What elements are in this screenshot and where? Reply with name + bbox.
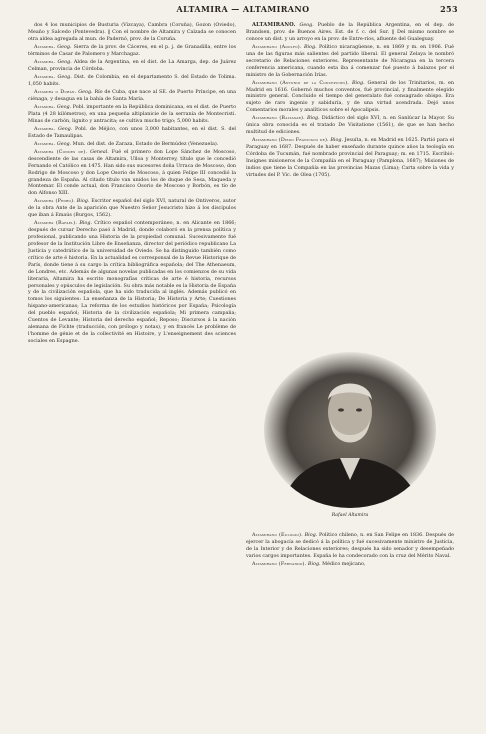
entry-headword: Altamira. [34,43,56,50]
entry-category: Geog. [57,58,72,65]
entry-text: Jesuíta, n. en Madrid en 1625. Partió para el Paraguay en 1687. Después de haber enseñado durante quince años la teología en Córdoba de Tucumán, fué nombrado provincial del Paraguay; m. en 1715. Escribió: Insignes misioneros de la Compañía en el Paraguay (Pamplona, 1687); Misiones de indios que tiene la Compañía en las provincias Mazas (Lima); Carta sobre la vida y virtudes del P. Vic. de Olea (1705). [246,137,454,178]
portrait-caption: Rafael Altamira [331,513,369,518]
entry-category: Geog. [58,125,73,132]
portrait-image [260,350,440,510]
entry-category: Geneal. [90,148,109,155]
page-number: 253 [440,4,458,14]
right-column-bottom [246,532,454,722]
entry-text: Fué el primero don Lope Sánchez de Moscoso, descendiente de las casas de Altamira, Ulloa y Monterrey, título que le concedió Fernando el Católico en 1475. Han sido sus sucesores doña Urraca de Moscoso, don Rodrigo de Moscoso y don Lope Osorio de Moscoso, á quien Felipe III concedió la grandeza de España. Al citado título van unidos los de duque de Sesa, Maqueda y Montemar. El conde actual, don Francisco Osorio de Moscoso y Borbón, es tío de don Alfonso XIII. [28,148,236,197]
entry-category: Biog. [79,220,92,227]
entry-headword: Altamira. [34,103,56,110]
entry-headword: Altamirano (Baltasar). [252,115,305,122]
dictionary-entry [246,44,454,79]
entry-headword: ALTAMIRANO. [252,22,296,28]
entry-text: dos 4 los municipios de Busturia (Vizcaya), Cambra (Coruña), Gozon (Oviedo), Meaño y Salcedo (Pontevedra). ‖ Con el nombre de Altamira y Calzada se conocen otra aldea agregada al mun. de Padernó, prov. de la Coruña. [28,22,236,42]
entry-headword: Altamirano (Antonio de la Concepción). [252,79,350,86]
entry-category: Biog. [330,137,344,144]
entry-headword: Altamirano (Eulogio). [252,532,303,538]
entry-headword: Altamira. [34,58,56,65]
entry-category: Geog. [57,73,72,80]
entry-headword: Altamira o Durán. [34,88,77,95]
dictionary-entry [28,59,236,73]
entry-category: Geog. [56,140,72,147]
entry-category: Geog. [56,103,72,110]
portrait-photo [260,350,440,510]
entry-text: Político chileno, n. en San Felipe en 1836. Después de ejercer la abogacía se dedicó á la política y fué sucesivamente ministro de Justicia, de la Interior y de Relaciones exteriores; después ha sido senador y desempeñado varios cargos importantes. España le ha condecorado con la cruz del Mérito Naval. [246,532,454,559]
entry-text: Dist. de Colombia, en el departamento S. del Estado de Tolima. 1,050 habits. [28,73,236,87]
entry-headword: Altamirano (Adolfo). [252,43,302,50]
dictionary-entry [246,137,454,178]
dictionary-entry [28,44,236,58]
dictionary-entry [246,22,454,43]
dictionary-entry [246,532,454,560]
dictionary-entry [246,561,454,568]
entry-category: Geog. [299,22,314,28]
entry-text: Político nicaragüense, n. en 1869 y m. en 1906. Fué una de las figuras más salientes del partido liberal. El general Zelaya le nombró secretario de Relaciones exteriores. Representante de Nicaragua en la tercera conferencia americana, cuando esta iba á comenzar fué puesto á balazos por el ministro de la Gobernación Irías. [246,43,454,78]
entry-headword: Altamira (Rafael). [34,220,78,227]
entry-headword: Altamira. [34,73,56,80]
entry-text: Río de Cuba, que nace al SE. de Puerto Príncipe, en una ciénaga, y desagua en la bahía de Santa María. [28,88,236,102]
running-title: ALTAMIRA — ALTAMIRANO [176,4,310,14]
dictionary-entry [28,89,236,103]
entry-category: Biog. [304,532,318,538]
left-column [28,22,236,722]
entry-text: Pueblo de la República Argentina, en el dep. de Brandsen, prov. de Buenos Aires. Est. de f. c. del Sur. ‖ Del mismo nombre se conoce un dist. y un arroyo en la prov. de Entre-ríos, afluente del Gualeguay. [246,22,454,42]
entry-category: Biog. [351,79,365,86]
dictionary-entry [28,104,236,125]
entry-text: Médico mejicano, [322,560,366,567]
entry-headword: Altamirano (Fernando). [252,560,307,567]
entry-category: Biog. [306,115,320,122]
dictionary-entry [246,80,454,115]
entry-text: General de los Trinitarios, m. en Madrid en 1616. Gobernó muchos conventos, fué provincial, y finalmente elegido ministro general. Concluido el tiempo del generalato fué consagrado obispo. Era sujeto de raro ingenio y sabiduría, y de una virtud acendrada. Dejó unos Comentarios morales y analíticos sobre el Apocalipsis. [246,79,454,114]
right-column-top [246,22,454,338]
entry-text: Sierra de la prov. de Cáceres, en el p. j. de Granadilla, entre los términos de Casar de Palomero y Marchagaz. [28,43,236,57]
entry-category: Geog. [78,88,93,95]
entry-headword: Altamirano (Diego Francisco de). [252,137,329,144]
entry-text: Pobl. de Méjico, con unos 3,000 habitantes, en el dist. S. del Estado de Tamaulipas. [28,125,236,139]
dictionary-entry [28,126,236,140]
dictionary-entry [28,198,236,219]
entry-text: Didáctico del siglo XVI, n. en Sanlúcar la Mayor. Su única obra conocida es el tratado De Visitatione (1561), de que se han hecho multitud de ediciones. [246,115,454,136]
entry-headword: Altamira. [34,125,56,132]
entry-text: Aldea de la Argentina, en el dist. de La Amarga, dep. de Juárez Celman, provincia de Córdoba. [28,58,236,72]
entry-category: Geog. [57,43,72,50]
dictionary-entry [246,115,454,136]
dictionary-entry [28,141,236,148]
entry-headword: Altamira (Condes de). [34,148,88,155]
entry-headword: Altamira. [34,140,56,147]
dictionary-entry [28,74,236,88]
entry-headword: Altamira (Pedro). [34,198,75,205]
entry-text: Pobl. importante en la República dominicana, en el dist. de Puerto Plata (4 28 kilómetros), en una pequeña altiplanicie de la serranía de Montecristi. Minas de carbón, lignito y antracita; se cultiva mucho trigo; 5,000 habits. [28,103,236,124]
entry-category: Biog. [76,198,90,205]
dictionary-entry [28,220,236,344]
page-header [28,4,458,18]
dictionary-entry [28,22,236,43]
entry-text: Crítico español contemporáneo, n. en Alicante en 1866; después de cursar Derecho pasó á Madrid, donde colaboró en la prensa política y profesional, publicando una Historia de la propiedad comunal. Sucesivamente fué profesor de la Institución Libre de Enseñanza, director del periódico republicano La Justicia y catedrático de la universidad de Oviedo. Se ha distinguido también como crítico de arte é historia. En la actualidad es corresponsal de la Revue Historique de París, donde tiene á su cargo la crítica bibliográfica española; del The Athenaeum, de Londres, etc. Además de algunas novelas publicadas en los comienzos de su vida literaria, Altamira ha escrito monografías críticas de arte é historia, recursos personales y opúsculos de legislación. Su obra más notable es la Historia de España y de la civilización española, que ha sido traducida al inglés. Además publicó en tomos los siguientes: La enseñanza de la Historia; De Historia y Arte; Cuestiones hispano-americanas; La reforma de los estudios históricos por España; Psicología del pueblo español; Historia de la civilización española; Mi primera campaña; Cuentos de Levante; Historia del derecho español; Reposo; Discursos á la nación alemana de Fichte (traducción, con prólogo y notas), y en francés Le problème de l'homme de génie et de la collectivité en Histoire, y L'enseignement des sciences sociales en Espagne. [28,220,236,344]
entry-text: Escritor español del siglo XVI, natural de Ontiveros, autor de la obra Ante de la aparición que Nuestro Señor Jesucristo hizo á los discípulos que iban á Emaús (Burgos, 1562). [28,198,236,219]
entry-category: Biog. [303,43,317,50]
entry-category: Biog. [307,560,321,567]
dictionary-entry [28,149,236,197]
entry-text: Mun. del dist. de Zaraza, Estado de Bermúdez (Venezuela). [72,140,219,147]
